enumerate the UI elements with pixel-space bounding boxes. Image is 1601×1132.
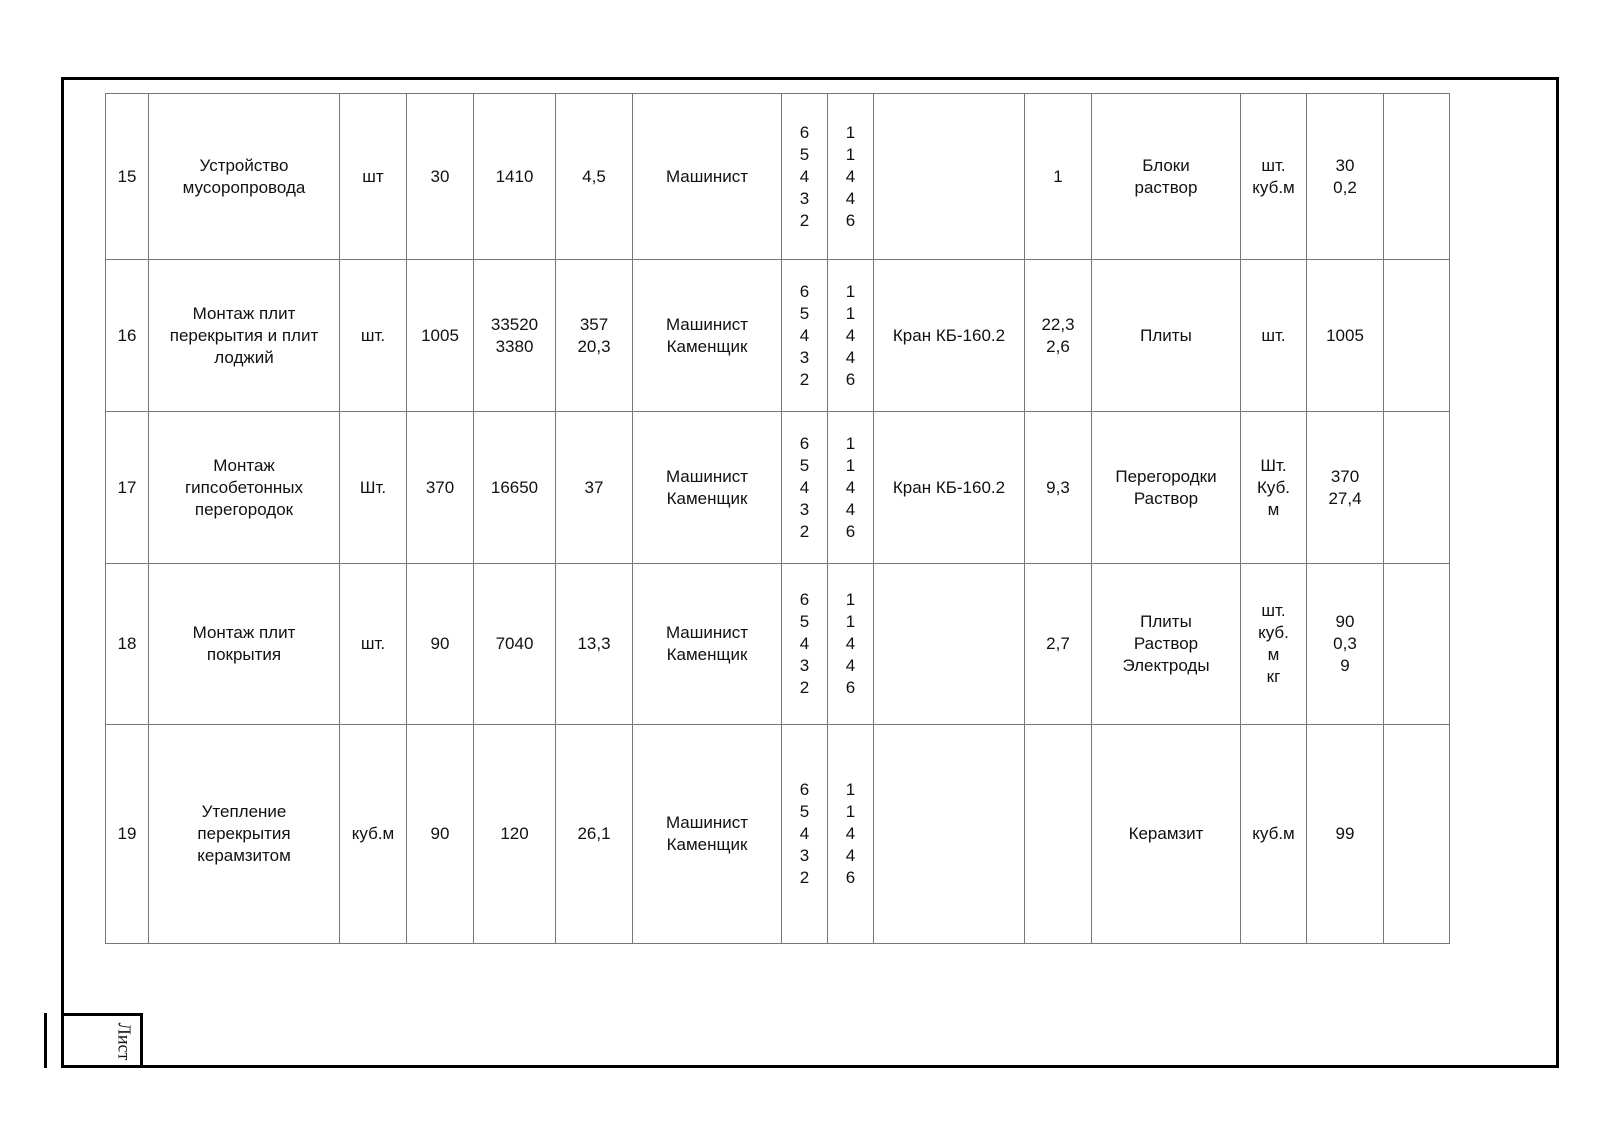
empty-cell: [1384, 564, 1450, 725]
material-unit: шт.: [1241, 260, 1307, 412]
grade: 6 5 4 3 2: [782, 412, 828, 564]
machine: Кран КБ-160.2: [874, 260, 1025, 412]
machine-shifts: 2,7: [1025, 564, 1092, 725]
material-qty: 1005: [1307, 260, 1384, 412]
worker-count: 1 1 4 4 6: [828, 564, 874, 725]
quantity: 90: [407, 725, 474, 944]
worker-count: 1 1 4 4 6: [828, 412, 874, 564]
work-name: Монтаж плит перекрытия и плит лоджий: [149, 260, 340, 412]
unit: шт: [340, 94, 407, 260]
workers: Машинист Каменщик: [633, 260, 782, 412]
duration: 13,3: [556, 564, 633, 725]
unit: шт.: [340, 260, 407, 412]
material-unit: шт. куб. м кг: [1241, 564, 1307, 725]
machine: Кран КБ-160.2: [874, 412, 1025, 564]
duration: 26,1: [556, 725, 633, 944]
machine: [874, 725, 1025, 944]
table-row: [106, 564, 1450, 725]
quantity: 370: [407, 412, 474, 564]
labor: 16650: [474, 412, 556, 564]
work-schedule-table: [105, 93, 1450, 944]
work-name: Утепление перекрытия керамзитом: [149, 725, 340, 944]
machine-shifts: 22,3 2,6: [1025, 260, 1092, 412]
table-row: [106, 260, 1450, 412]
sheet-label: Лист: [114, 1022, 135, 1060]
labor: 1410: [474, 94, 556, 260]
table-row: [106, 412, 1450, 564]
material-qty: 370 27,4: [1307, 412, 1384, 564]
unit: куб.м: [340, 725, 407, 944]
worker-count: 1 1 4 4 6: [828, 260, 874, 412]
sheet-label-box: [106, 1016, 142, 1066]
unit: Шт.: [340, 412, 407, 564]
workers: Машинист: [633, 94, 782, 260]
table-row: [106, 725, 1450, 944]
unit: шт.: [340, 564, 407, 725]
machine-shifts: 9,3: [1025, 412, 1092, 564]
worker-count: 1 1 4 4 6: [828, 725, 874, 944]
work-name: Монтаж плит покрытия: [149, 564, 340, 725]
empty-cell: [1384, 94, 1450, 260]
material-unit: шт. куб.м: [1241, 94, 1307, 260]
duration: 357 20,3: [556, 260, 633, 412]
material-unit: куб.м: [1241, 725, 1307, 944]
material: Перегородки Раствор: [1092, 412, 1241, 564]
duration: 37: [556, 412, 633, 564]
row-number: 16: [106, 260, 149, 412]
row-number: 17: [106, 412, 149, 564]
material: Блоки раствор: [1092, 94, 1241, 260]
machine: [874, 564, 1025, 725]
empty-cell: [1384, 725, 1450, 944]
material: Плиты: [1092, 260, 1241, 412]
workers: Машинист Каменщик: [633, 725, 782, 944]
material-qty: 99: [1307, 725, 1384, 944]
worker-count: 1 1 4 4 6: [828, 94, 874, 260]
quantity: 1005: [407, 260, 474, 412]
grade: 6 5 4 3 2: [782, 260, 828, 412]
material-qty: 30 0,2: [1307, 94, 1384, 260]
grade: 6 5 4 3 2: [782, 725, 828, 944]
row-number: 19: [106, 725, 149, 944]
empty-cell: [1384, 260, 1450, 412]
work-name: Монтаж гипсобетонных перегородок: [149, 412, 340, 564]
work-name: Устройство мусоропровода: [149, 94, 340, 260]
labor: 120: [474, 725, 556, 944]
grade: 6 5 4 3 2: [782, 94, 828, 260]
material: Плиты Раствор Электроды: [1092, 564, 1241, 725]
material-unit: Шт. Куб. м: [1241, 412, 1307, 564]
table-row: [106, 94, 1450, 260]
machine: [874, 94, 1025, 260]
stamp-divider: [44, 1013, 47, 1068]
duration: 4,5: [556, 94, 633, 260]
row-number: 15: [106, 94, 149, 260]
grade: 6 5 4 3 2: [782, 564, 828, 725]
material: Керамзит: [1092, 725, 1241, 944]
empty-cell: [1384, 412, 1450, 564]
labor: 33520 3380: [474, 260, 556, 412]
row-number: 18: [106, 564, 149, 725]
quantity: 30: [407, 94, 474, 260]
workers: Машинист Каменщик: [633, 564, 782, 725]
labor: 7040: [474, 564, 556, 725]
quantity: 90: [407, 564, 474, 725]
machine-shifts: [1025, 725, 1092, 944]
machine-shifts: 1: [1025, 94, 1092, 260]
material-qty: 90 0,3 9: [1307, 564, 1384, 725]
workers: Машинист Каменщик: [633, 412, 782, 564]
